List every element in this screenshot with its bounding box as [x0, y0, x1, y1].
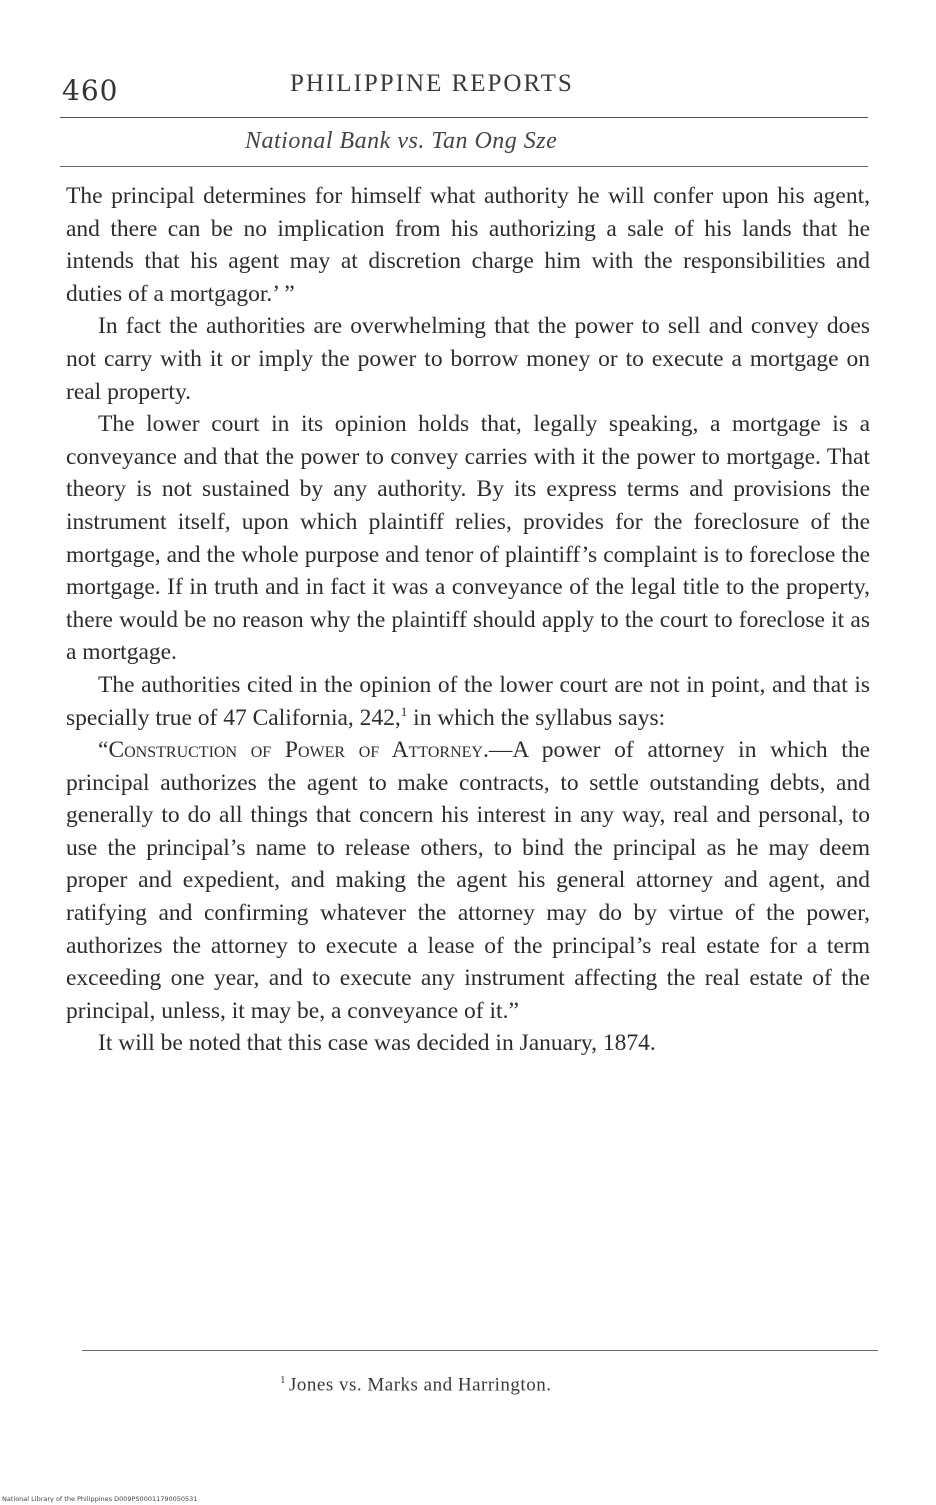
body-text: [66, 180, 870, 1060]
open-quote: “: [98, 737, 109, 764]
footnote-mark: 1: [280, 1374, 286, 1386]
page-number: 460: [62, 74, 119, 107]
paragraph-4-text: The authorities cited in the opinion of the lower court are not in point, and that is specially true of 47 California, 242,: [66, 671, 870, 731]
paragraph-3: The lower court in its opinion holds that, legally speaking, a mortgage is a conveyance and that the power to convey carries with it the power to mortgage. That theory is not sustained by any authority. By its express terms and provisions the instrument itself, upon which plaintiff relies, provides for the foreclosure of the mortgage, and the whole purpose and tenor of plaintiff’s complaint is to foreclose the mortgage. If in truth and in fact it was a conveyance of the legal title to the property, there would be no reason why the plaintiff should apply to the court to foreclose it as a mortgage.: [66, 411, 870, 666]
archive-label: National Library of the Philippines D009PS00011790050531: [2, 1495, 198, 1503]
paragraph-4: [66, 669, 870, 734]
header-rule: [60, 117, 868, 118]
paragraph-2: In fact the authorities are overwhelming that the power to sell and convey does not carry with it or imply the power to borrow money or to execute a mortgage on real property.: [66, 313, 870, 405]
syllabus-heading: Construction of Power of Attorney.: [108, 737, 489, 764]
paragraph-1: The principal determines for himself what authority he will confer upon his agent, and there can be no implication from his authorizing a sale of his lands that he intends that his agent may at discretion charge him with the responsibilities and duties of a mortgagor.’ ”: [66, 183, 870, 307]
footnote-text: Jones vs. Marks and Harrington.: [289, 1374, 552, 1396]
paragraph-4-tail: in which the syllabus says:: [407, 704, 666, 731]
case-title: National Bank vs. Tan Ong Sze: [245, 128, 558, 154]
footnote-rule: [82, 1350, 878, 1351]
syllabus-text: —A power of attorney in which the principal authorizes the agent to make contracts, to settle outstanding debts, and generally to do all things that concern his interest in any way, real and personal, to use the principal’s name to release others, to bind the principal as he may deem proper and expedient, and making the agent his general attorney and agent, and ratifying and confirming whatever the attorney may do by virtue of the power, authorizes the attorney to execute a lease of the principal’s real estate for a term exceeding one year, and to execute any instrument affecting the real estate of the principal, unless, it may be, a conveyance of it.”: [66, 737, 870, 1024]
case-title-rule: [60, 166, 868, 167]
running-title: PHILIPPINE REPORTS: [290, 70, 574, 97]
footnote-reference: 1: [400, 703, 408, 719]
footnote: [280, 1374, 551, 1396]
paragraph-5-syllabus-quote: [66, 734, 870, 1027]
paragraph-6: It will be noted that this case was decided in January, 1874.: [98, 1030, 656, 1057]
